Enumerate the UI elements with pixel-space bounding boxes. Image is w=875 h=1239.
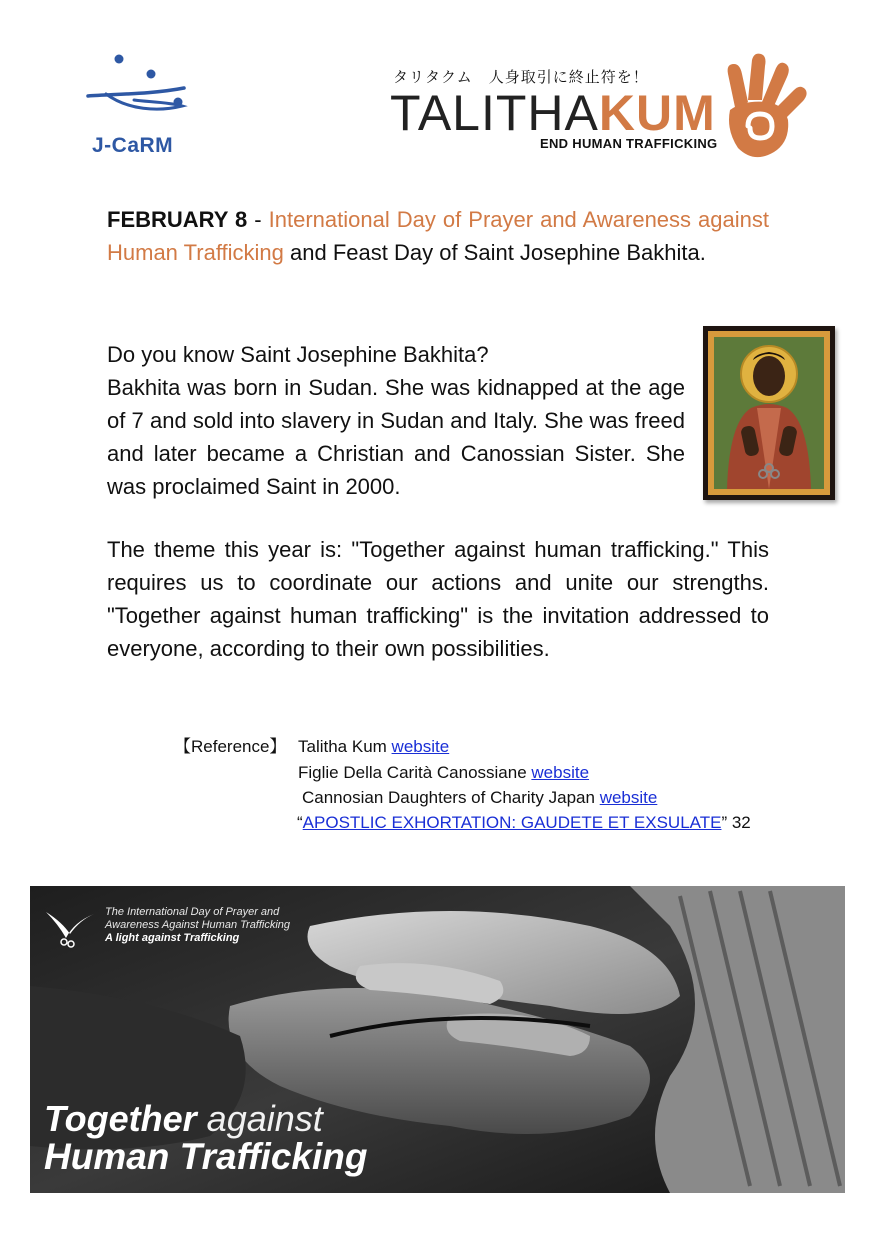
reference-item-talitha-kum: [298, 737, 449, 757]
reference-item-figlie: [298, 763, 589, 783]
banner-title-line-1: [44, 1098, 323, 1140]
intro-separator: -: [247, 207, 269, 232]
banner-title-line-2: Human Trafficking: [44, 1136, 368, 1177]
reference-text: “: [297, 813, 303, 832]
jcarm-logo-text: J-CaRM: [92, 134, 174, 157]
reference-text: ” 32: [721, 813, 751, 832]
reference-text: Cannosian Daughters of Charity Japan: [302, 788, 600, 807]
talitha-kum-japanese-tagline: タリタクム 人身取引に終止符を！: [393, 69, 649, 86]
talitha-kum-subtitle: END HUMAN TRAFFICKING: [540, 136, 718, 151]
canossian-japan-website-link[interactable]: website: [599, 788, 658, 807]
reference-text: Figlie Della Carità Canossiane: [298, 763, 532, 782]
talitha-kum-website-link[interactable]: website: [391, 737, 450, 756]
saint-bakhita-icon-image: [703, 326, 835, 500]
intro-date: FEBRUARY 8: [107, 207, 248, 232]
banner-title-bold: Together: [44, 1098, 197, 1139]
bakhita-question: Do you know Saint Josephine Bakhita?: [107, 342, 489, 367]
intro-rest: and Feast Day of Saint Josephine Bakhita.: [283, 240, 706, 265]
kum-word: KUM: [598, 85, 716, 141]
hand-icon: [718, 52, 818, 164]
banner-caption-line-3: A light against Trafficking: [105, 932, 240, 944]
reference-text: Talitha Kum: [298, 737, 392, 756]
bakhita-text: Bakhita was born in Sudan. She was kidnapped at the age of 7 and sold into slavery in Sudan and Italy. She was freed and later became a Christian and Canossian Sister. She was proclaimed Saint in 2000.: [107, 375, 685, 499]
banner-caption-line-2: Awareness Against Human Trafficking: [105, 919, 291, 931]
banner-image: [30, 886, 845, 1193]
banner-caption-line-1: The International Day of Prayer and: [105, 906, 280, 918]
intro-paragraph: [107, 203, 769, 269]
intro-observance-title: International Day of Prayer and Awareness against Human Trafficking: [107, 207, 769, 265]
theme-paragraph: The theme this year is: "Together against human trafficking." This requires us to coordinate our actions and unite our strengths. "Together against human trafficking" is the invitation addressed to everyone, according to their own possibilities.: [107, 537, 769, 661]
reference-item-canossian-japan: [302, 788, 657, 808]
apostolic-exhortation-link[interactable]: APOSTLIC EXHORTATION: GAUDETE ET EXSULATE: [302, 813, 722, 832]
bakhita-paragraph: [107, 338, 685, 503]
reference-item-exhortation: [297, 813, 751, 833]
saint-bakhita-icon-artwork: [703, 326, 835, 500]
talitha-kum-wordmark: [390, 85, 716, 141]
dove-icon: [42, 904, 98, 950]
banner-title-light: against: [196, 1098, 323, 1139]
reference-label: 【Reference】: [174, 737, 287, 756]
talitha-word: TALITHA: [390, 85, 599, 141]
figlie-website-link[interactable]: website: [531, 763, 590, 782]
